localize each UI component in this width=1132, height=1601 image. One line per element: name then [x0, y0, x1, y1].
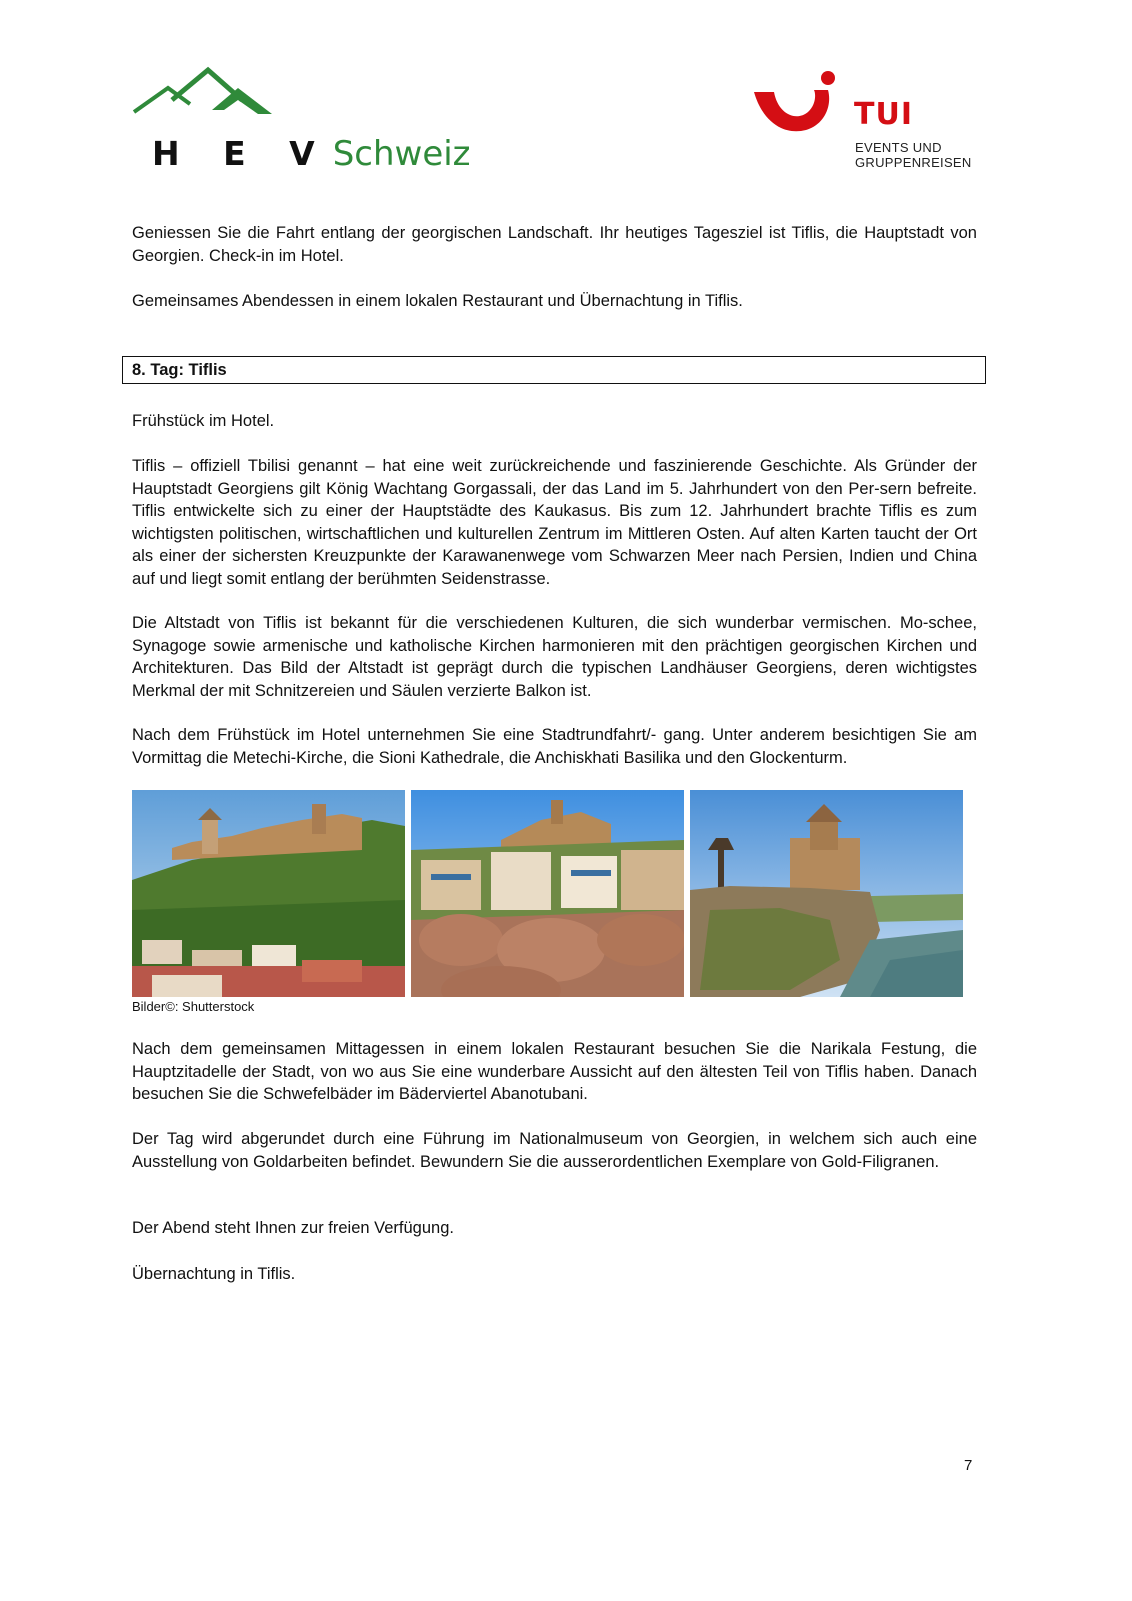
- hev-letters: H E V: [152, 134, 331, 173]
- hev-schweiz-word: Schweiz: [332, 134, 471, 174]
- tui-smile-icon: [752, 68, 852, 138]
- tui-subtitle-line2: GRUPPENREISEN: [855, 155, 972, 170]
- day-heading: 8. Tag: Tiflis: [122, 356, 986, 384]
- breakfast-paragraph: Frühstück im Hotel.: [132, 412, 275, 430]
- photo-metekhi-church: [690, 790, 963, 997]
- tui-subtitle: [855, 140, 972, 170]
- evening-paragraph: Der Abend steht Ihnen zur freien Verfügung.: [132, 1219, 454, 1237]
- tui-subtitle-line1: EVENTS UND: [855, 140, 942, 155]
- afternoon-paragraph: Nach dem gemeinsamen Mittagessen in einem lokalen Restaurant besuchen Sie die Narikala Festung, die Hauptzitadelle der Stadt, von wo aus Sie eine wunderbare Aussicht auf den ältesten Teil von Tiflis haben. Danach besuchen Sie die Schwefelbäder im Bäderviertel Abanotubani.: [132, 1040, 977, 1103]
- old-town-paragraph: Die Altstadt von Tiflis ist bekannt für die verschiedenen Kulturen, die sich wunderbar vermischen. Mo-schee, Synagoge sowie armenische und katholische Kirchen harmonieren mit den prächtigen georgischen Kirchen und Architekturen. Das Bild der Altstadt ist geprägt durch die typischen Landhäuser Georgiens, deren wichtigstes Merkmal der mit Schnitzereien und Säulen verzierte Balkon ist.: [132, 614, 977, 700]
- tui-wordmark: TUI: [854, 97, 913, 132]
- house-roof-icon: [132, 66, 282, 126]
- history-paragraph: Tiflis – offiziell Tbilisi genannt – hat eine weit zurückreichende und faszinierende Geschichte. Als Gründer der Hauptstadt Georgiens gilt König Wachtang Gorgassali, der das Land im 5. Jahrhundert von den Per-sern befreite. Tiflis entwickelte sich zu einer der Hauptstädte des Kaukasus. Bis zum 12. Jahrhundert brachte Tiflis es zum wichtigsten politischen, wirtschaftlichen und kulturellen Zentrum im Mittleren Osten. Auf alten Karten taucht der Ort als einer der sichersten Kreuzpunkte der Karawanenwege vom Schwarzen Meer nach Persien, Indien und China auf und liegt somit entlang der berühmten Seidenstrasse.: [132, 457, 977, 588]
- page-number: 7: [964, 1457, 973, 1474]
- intro-paragraph-1: Geniessen Sie die Fahrt entlang der georgischen Landschaft. Ihr heutiges Tagesziel ist Tiflis, die Hauptstadt von Georgien. Check-in im Hotel.: [132, 224, 977, 265]
- photo-narikala-fortress: [132, 790, 405, 997]
- hev-schweiz-logo: [132, 66, 471, 178]
- hev-logo-text: [152, 134, 471, 174]
- museum-paragraph: Der Tag wird abgerundet durch eine Führung im Nationalmuseum von Georgien, in welchem sich auch eine Ausstellung von Goldarbeiten befindet. Bewundern Sie die ausserordentlichen Exemplare von Gold-Filigranen.: [132, 1130, 977, 1171]
- photo-caption: Bilder©: Shutterstock: [132, 999, 255, 1014]
- city-tour-paragraph: Nach dem Frühstück im Hotel unternehmen Sie eine Stadtrundfahrt/- gang. Unter anderem besichtigen Sie am Vormittag die Metechi-Kirche, die Sioni Kathedrale, die Anchiskhati Basilika und den Glockenturm.: [132, 726, 977, 767]
- overnight-paragraph: Übernachtung in Tiflis.: [132, 1265, 296, 1283]
- intro-paragraph-2: Gemeinsames Abendessen in einem lokalen Restaurant und Übernachtung in Tiflis.: [132, 292, 743, 310]
- tui-logo: [752, 68, 982, 178]
- photo-sulfur-baths: [411, 790, 684, 997]
